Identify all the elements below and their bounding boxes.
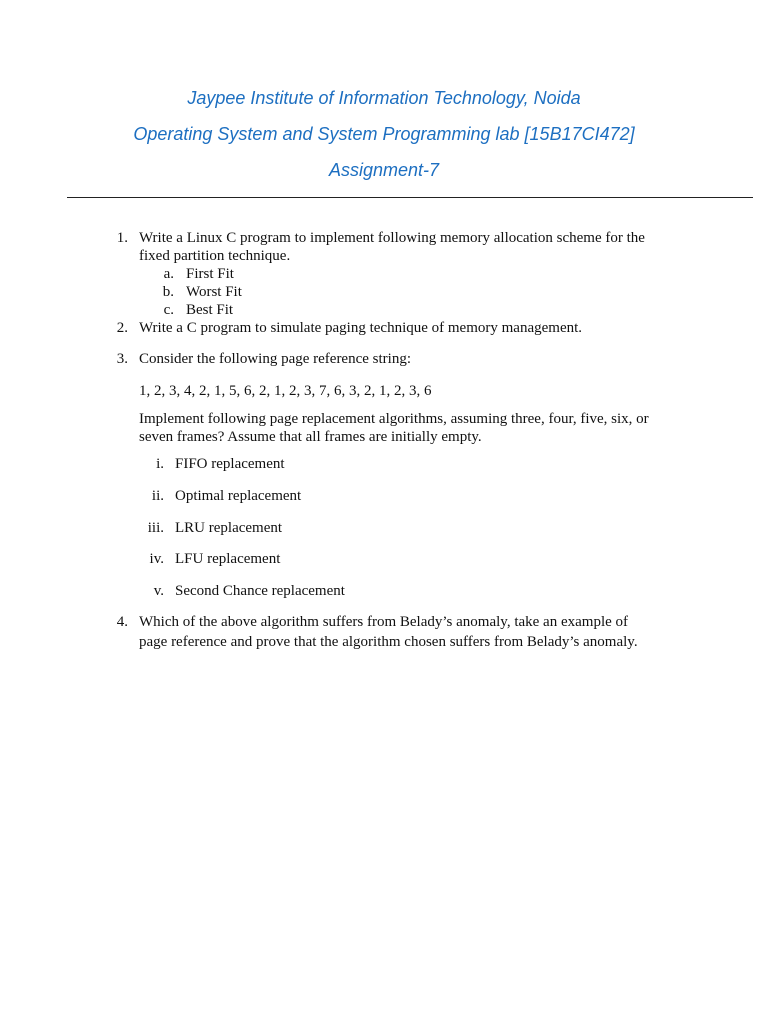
question-number: 2. [116,320,128,336]
subitem-marker: iii. [147,520,164,536]
subitem-lru: LRU replacement [175,520,283,536]
question-text-line: Which of the above algorithm suffers from Belady’s anomaly, take an example of [139,614,629,630]
subitem-marker: v. [153,583,164,599]
institute-title: Jaypee Institute of Information Technology, Noida [187,88,581,108]
question-text-line: Consider the following page reference string: [139,351,411,367]
subitem-fifo: FIFO replacement [175,456,285,472]
subitem-marker: ii. [151,488,164,504]
question-text-line: Write a C program to simulate paging technique of memory management. [139,320,583,336]
subitem-best-fit: Best Fit [186,302,234,318]
question-text-line: page reference and prove that the algorithm chosen suffers from Belady’s anomaly. [139,634,638,650]
subitem-marker: c. [163,302,174,318]
assignment-title: Assignment-7 [328,160,440,180]
question-text-line: fixed partition technique. [139,248,291,264]
subitem-marker: iv. [149,551,164,567]
subitem-optimal: Optimal replacement [175,488,302,504]
page-reference-string: 1, 2, 3, 4, 2, 1, 5, 6, 2, 1, 2, 3, 7, 6, 3, 2, 1, 2, 3, 6 [139,383,432,399]
subitem-lfu: LFU replacement [175,551,281,567]
subitem-first-fit: First Fit [186,266,234,282]
header-divider [67,197,753,198]
subitem-marker: a. [163,266,174,282]
course-title: Operating System and System Programming lab [15B17CI472] [133,124,635,144]
question-number: 3. [116,351,128,367]
subitem-marker: i. [156,456,164,472]
question-text-line: Write a Linux C program to implement following memory allocation scheme for the [139,230,645,246]
instruction-line: seven frames? Assume that all frames are initially empty. [139,429,482,445]
subitem-worst-fit: Worst Fit [186,284,242,300]
question-number: 4. [116,614,128,630]
subitem-second-chance: Second Chance replacement [175,583,345,599]
instruction-line: Implement following page replacement algorithms, assuming three, four, five, six, or [139,411,649,427]
subitem-marker: b. [162,284,174,300]
question-number: 1. [116,230,128,246]
